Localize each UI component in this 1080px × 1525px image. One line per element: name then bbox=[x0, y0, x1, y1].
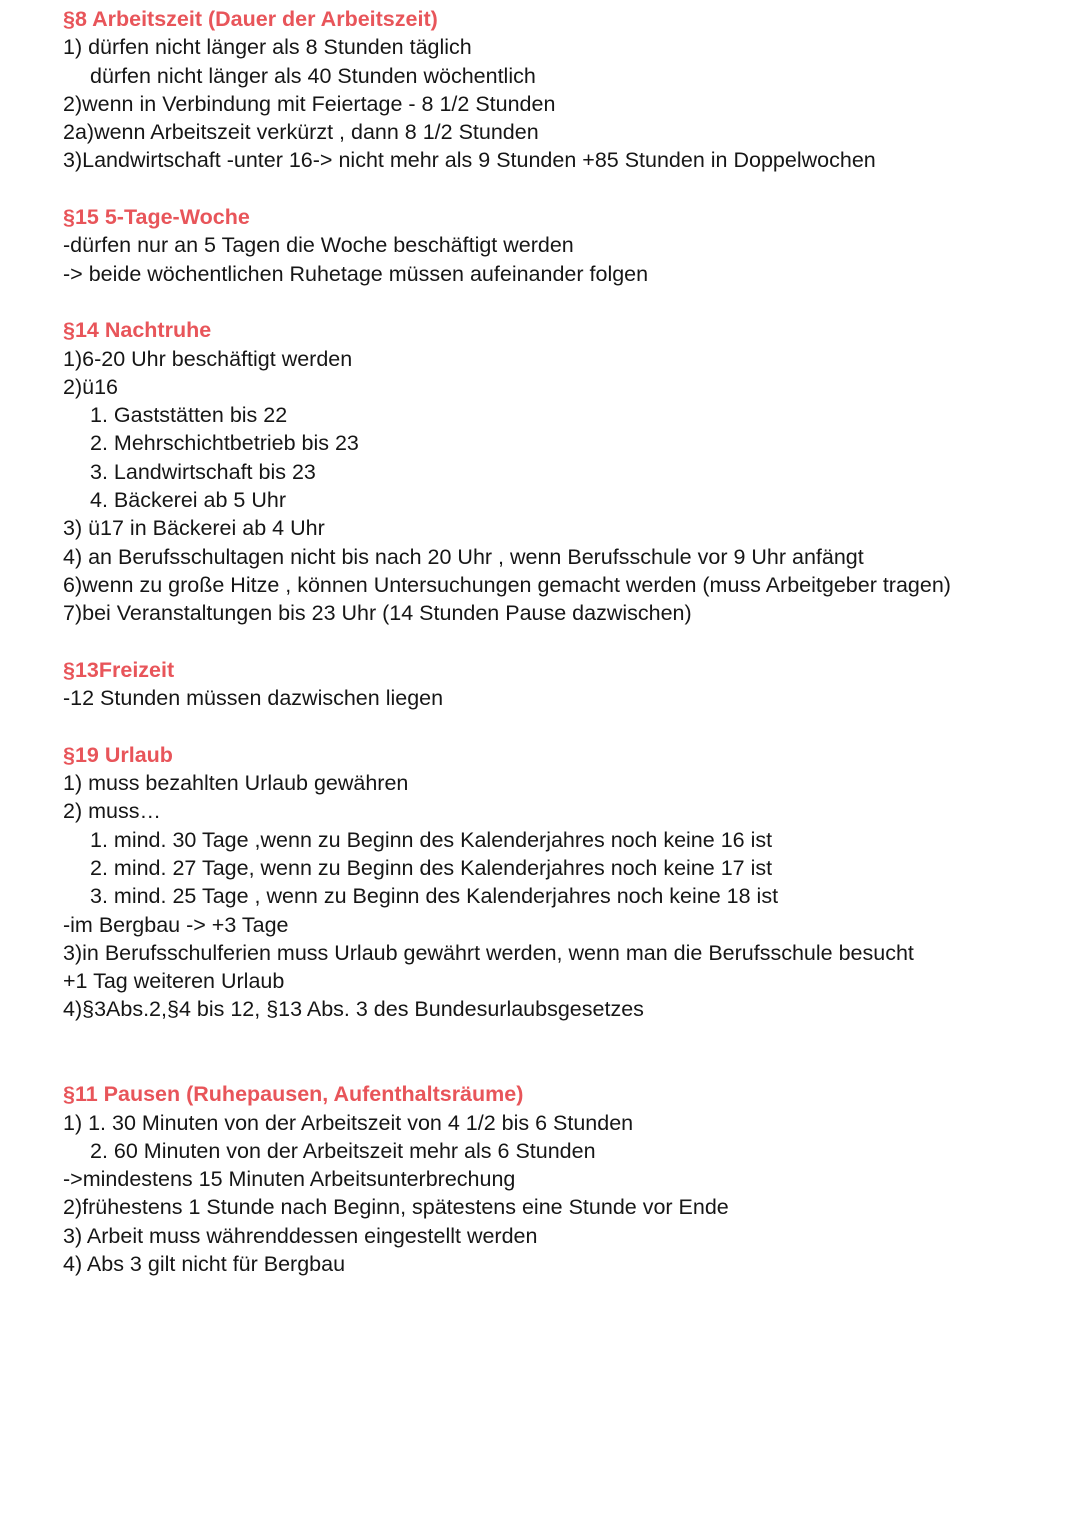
text-line: 2a)wenn Arbeitszeit verkürzt , dann 8 1/2 Stunden bbox=[63, 120, 539, 145]
section-urlaub bbox=[63, 741, 1063, 1024]
section-heading: §14 Nachtruhe bbox=[63, 318, 212, 343]
text-line: 4) Abs 3 gilt nicht für Bergbau bbox=[63, 1252, 346, 1277]
text-line: 4) an Berufsschultagen nicht bis nach 20 Uhr , wenn Berufsschule vor 9 Uhr anfängt bbox=[63, 544, 864, 569]
document-page bbox=[63, 5, 1063, 1307]
list-item: 2. mind. 27 Tage, wenn zu Beginn des Kalenderjahres noch keine 17 ist bbox=[90, 855, 773, 880]
text-line: 3) ü17 in Bäckerei ab 4 Uhr bbox=[63, 516, 325, 541]
text-line: 1) dürfen nicht länger als 8 Stunden täglich bbox=[63, 35, 472, 60]
section-heading: §8 Arbeitszeit (Dauer der Arbeitszeit) bbox=[63, 7, 438, 31]
text-line: -> beide wöchentlichen Ruhetage müssen aufeinander folgen bbox=[63, 261, 649, 286]
list-item: 2. 60 Minuten von der Arbeitszeit mehr als 6 Stunden bbox=[90, 1138, 596, 1163]
section-heading: §11 Pausen (Ruhepausen, Aufenthaltsräume) bbox=[63, 1082, 524, 1107]
text-line: 1) muss bezahlten Urlaub gewähren bbox=[63, 771, 409, 796]
text-line: 6)wenn zu große Hitze , können Untersuchungen gemacht werden (muss Arbeitgeber tragen) bbox=[63, 572, 951, 597]
list-item: 2. Mehrschichtbetrieb bis 23 bbox=[90, 431, 359, 456]
section-nachtruhe bbox=[63, 316, 1063, 627]
text-line: 1)6-20 Uhr beschäftigt werden bbox=[63, 346, 353, 371]
text-line: 3)Landwirtschaft -unter 16-> nicht mehr als 9 Stunden +85 Stunden in Doppelwochen bbox=[63, 148, 876, 173]
text-line: -dürfen nur an 5 Tagen die Woche beschäftigt werden bbox=[63, 233, 574, 258]
text-line: +1 Tag weiteren Urlaub bbox=[63, 969, 285, 994]
text-line: 7)bei Veranstaltungen bis 23 Uhr (14 Stunden Pause dazwischen) bbox=[63, 601, 692, 626]
list-item: 1. Gaststätten bis 22 bbox=[90, 403, 288, 428]
text-line: 1) 1. 30 Minuten von der Arbeitszeit von 4 1/2 bis 6 Stunden bbox=[63, 1110, 634, 1135]
text-line: dürfen nicht länger als 40 Stunden wöchentlich bbox=[90, 63, 536, 88]
section-pausen bbox=[63, 1080, 1063, 1278]
section-5-tage-woche bbox=[63, 203, 1063, 288]
section-heading: §19 Urlaub bbox=[63, 742, 173, 767]
text-line: 2)frühestens 1 Stunde nach Beginn, spätestens eine Stunde vor Ende bbox=[63, 1195, 729, 1220]
text-line: 2)wenn in Verbindung mit Feiertage - 8 1/2 Stunden bbox=[63, 91, 556, 116]
text-line: -im Bergbau -> +3 Tage bbox=[63, 912, 289, 937]
section-freizeit bbox=[63, 656, 1063, 713]
text-line: ->mindestens 15 Minuten Arbeitsunterbrechung bbox=[63, 1167, 516, 1192]
text-line: 2)ü16 bbox=[63, 374, 118, 399]
text-line: 2) muss… bbox=[63, 799, 161, 824]
list-item: 3. mind. 25 Tage , wenn zu Beginn des Kalenderjahres noch keine 18 ist bbox=[90, 884, 779, 909]
text-line: 3) Arbeit muss währenddessen eingestellt werden bbox=[63, 1223, 538, 1248]
text-line: 4)§3Abs.2,§4 bis 12, §13 Abs. 3 des Bundesurlaubsgesetzes bbox=[63, 997, 644, 1022]
list-item: 4. Bäckerei ab 5 Uhr bbox=[90, 488, 286, 513]
section-arbeitszeit bbox=[63, 5, 1063, 175]
section-heading: §15 5-Tage-Woche bbox=[63, 205, 250, 230]
section-heading: §13Freizeit bbox=[63, 657, 175, 682]
list-item: 1. mind. 30 Tage ,wenn zu Beginn des Kalenderjahres noch keine 16 ist bbox=[90, 827, 773, 852]
text-line: 3)in Berufsschulferien muss Urlaub gewährt werden, wenn man die Berufsschule besucht bbox=[63, 940, 914, 965]
text-line: -12 Stunden müssen dazwischen liegen bbox=[63, 686, 444, 711]
list-item: 3. Landwirtschaft bis 23 bbox=[90, 459, 316, 484]
